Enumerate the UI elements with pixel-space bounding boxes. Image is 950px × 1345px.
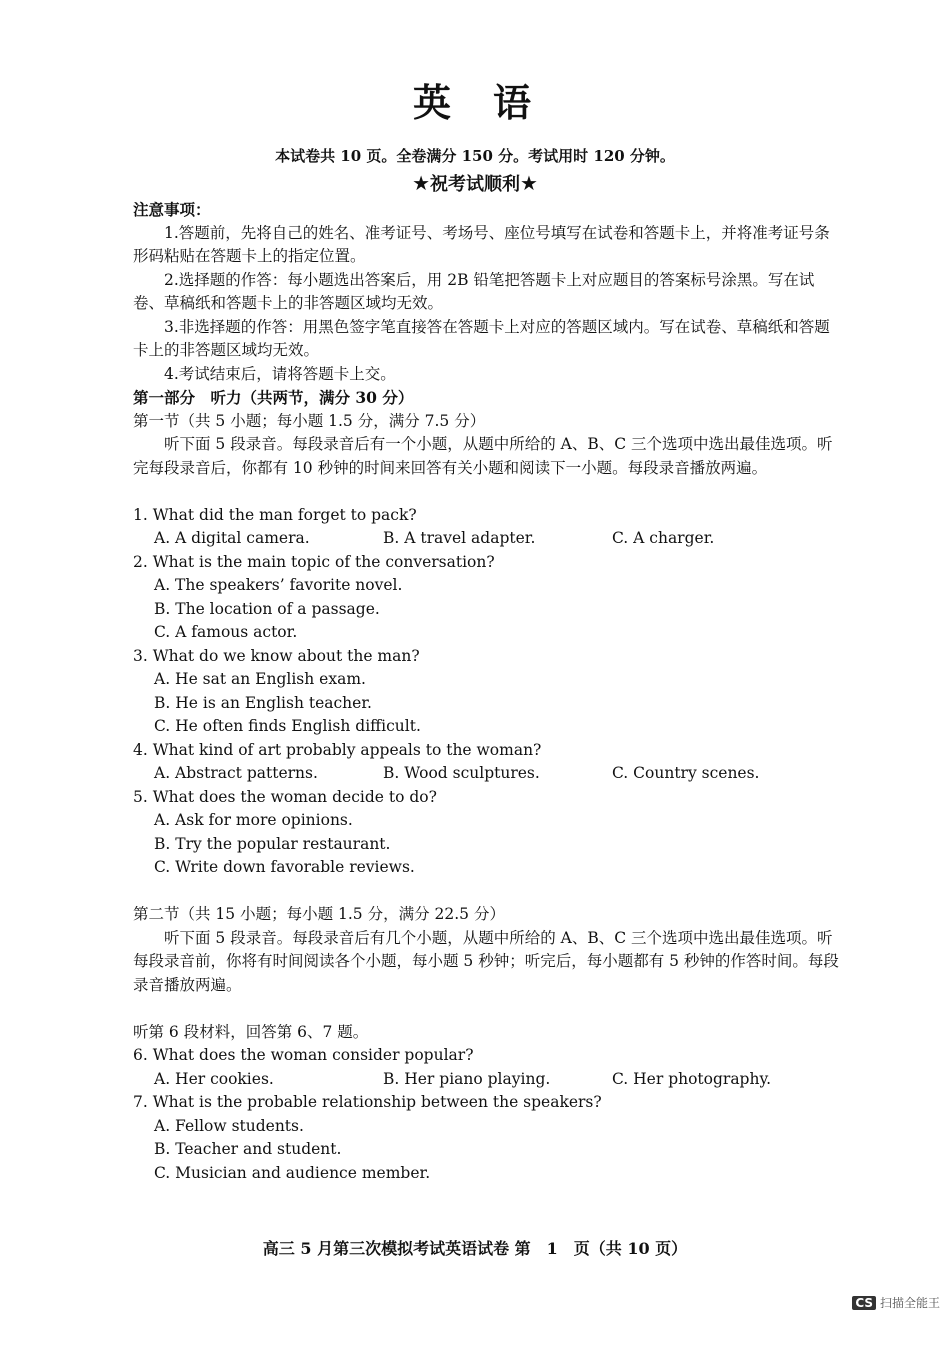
notice-item: 1.答题前，先将自己的姓名、准考证号、考场号、座位号填写在试卷和答题卡上，并将准考证号条形码粘贴在答题卡上的指定位置。	[133, 223, 830, 265]
option-c: C. Country scenes.	[612, 764, 760, 782]
option-b: B. Her piano playing.	[383, 1069, 551, 1088]
option-b: B. Wood sculptures.	[383, 764, 540, 782]
part1-heading: 第一部分 听力（共两节，满分 30 分）	[133, 388, 414, 407]
option-a: A. The speakers’ favorite novel.	[154, 576, 403, 594]
notice-item: 3.非选择题的作答：用黑色签字笔直接答在答题卡上对应的答题区域内。写在试卷、草稿纸和答题卡上的非答题区域均无效。	[133, 317, 830, 359]
question-7: 7. What is the probable relationship between the speakers?	[133, 1093, 602, 1111]
camscanner-logo-icon: CS	[852, 1296, 876, 1310]
option-a: A. Abstract patterns.	[154, 764, 318, 782]
option-c: C. He often finds English difficult.	[154, 717, 421, 735]
option-a: A. He sat an English exam.	[154, 670, 366, 688]
options-row	[133, 1068, 845, 1092]
options-row	[133, 527, 845, 551]
options-row	[133, 762, 845, 786]
option-a: A. Fellow students.	[154, 1116, 304, 1135]
exam-body	[133, 198, 845, 1185]
notice-item: 4.考试结束后，请将答题卡上交。	[164, 364, 396, 383]
option-b: B. Teacher and student.	[154, 1140, 342, 1158]
question-5: 5. What does the woman decide to do?	[133, 787, 437, 806]
question-1: 1. What did the man forget to pack?	[133, 505, 417, 524]
scanner-watermark: CS 扫描全能王	[852, 1294, 940, 1311]
option-b: B. Try the popular restaurant.	[154, 834, 391, 853]
question-2: 2. What is the main topic of the conversation?	[133, 552, 495, 571]
option-c: C. Her photography.	[612, 1069, 772, 1088]
section2-heading: 第二节（共 15 小题；每小题 1.5 分，满分 22.5 分）	[133, 905, 505, 923]
section1-instructions: 听下面 5 段录音。每段录音后有一个小题，从题中所给的 A、B、C 三个选项中选出最佳选项。听完每段录音后，你都有 10 秒钟的时间来回答有关小题和阅读下一小题。每段录音播放两遍。	[133, 435, 833, 477]
option-a: A. Ask for more opinions.	[154, 811, 353, 829]
option-a: A. A digital camera.	[154, 529, 310, 547]
star-icon: ★	[412, 171, 430, 195]
page-footer: 高三 5 月第三次模拟考试英语试卷 第 1 页（共 10 页）	[262, 1239, 688, 1258]
option-c: C. Write down favorable reviews.	[154, 858, 415, 876]
question-4: 4. What kind of art probably appeals to the woman?	[133, 740, 542, 759]
material-heading: 听第 6 段材料，回答第 6、7 题。	[133, 1022, 369, 1041]
section1-heading: 第一节（共 5 小题；每小题 1.5 分，满分 7.5 分）	[133, 411, 486, 430]
notice-heading: 注意事项：	[133, 200, 211, 219]
option-a: A. Her cookies.	[154, 1069, 274, 1088]
good-luck-banner: ★祝考试顺利★	[412, 171, 538, 195]
option-b: B. He is an English teacher.	[154, 693, 372, 712]
section2-instructions: 听下面 5 段录音。每段录音后有几个小题，从题中所给的 A、B、C 三个选项中选出最佳选项。听每段录音前，你将有时间阅读各个小题，每小题 5 秒钟；听完后，每小题都有 5 秒钟的作答时间。每段录音播放两遍。	[133, 928, 839, 994]
option-b: B. A travel adapter.	[383, 529, 536, 547]
option-c: C. A famous actor.	[154, 623, 298, 641]
page-title: 英 语	[412, 81, 538, 125]
option-b: B. The location of a passage.	[154, 599, 380, 618]
exam-meta: 本试卷共 10 页。全卷满分 150 分。考试用时 120 分钟。	[275, 147, 675, 165]
question-6: 6. What does the woman consider popular?	[133, 1046, 474, 1064]
option-c: C. A charger.	[612, 529, 715, 547]
notice-item: 2.选择题的作答：每小题选出答案后，用 2B 铅笔把答题卡上对应题目的答案标号涂黑。写在试卷、草稿纸和答题卡上的非答题区域均无效。	[133, 270, 815, 312]
question-3: 3. What do we know about the man?	[133, 646, 420, 665]
option-c: C. Musician and audience member.	[154, 1163, 431, 1182]
star-icon: ★	[520, 171, 538, 195]
